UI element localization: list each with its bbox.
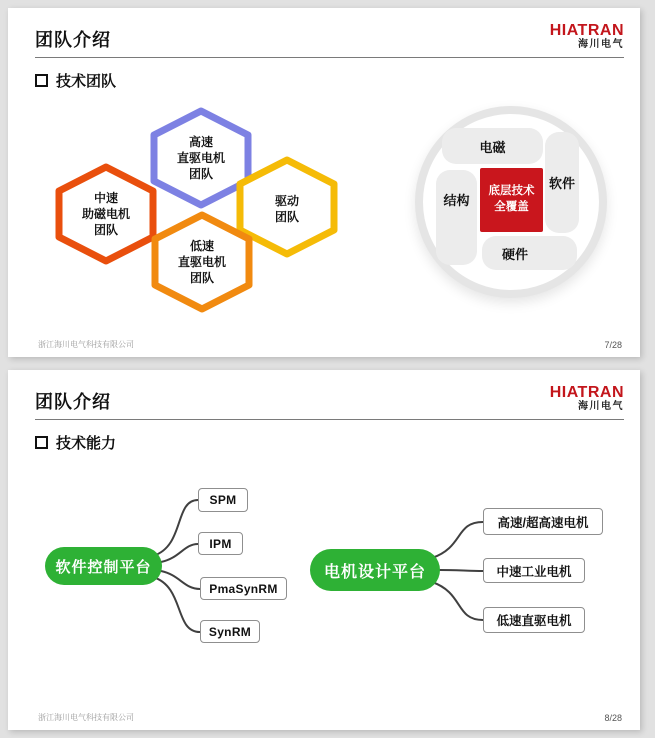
connector-line: [440, 570, 483, 571]
hexagon-bottom-label: [154, 239, 250, 286]
label-line: 驱动: [274, 194, 299, 208]
label-line: 低速: [189, 239, 214, 253]
hiatran-logo: [550, 23, 624, 50]
slide-page-7: [8, 8, 640, 357]
footer-page-number: 8/28: [604, 713, 622, 723]
label-line: 团队: [189, 270, 214, 285]
segment-hardware: 硬件: [482, 236, 577, 270]
connector-line: [153, 577, 200, 632]
footer-company: 浙江海川电气科技有限公司: [38, 340, 134, 349]
hexagon-right-label: [239, 194, 335, 226]
section-label: 技术能力: [56, 435, 117, 452]
hexagon-top-label: [153, 135, 249, 182]
square-bullet-icon: [35, 436, 48, 449]
center-line: 全覆盖: [494, 201, 529, 213]
connector-line: [432, 582, 483, 620]
label-line: 团队: [188, 166, 213, 181]
software-platform-mindmap: [38, 478, 298, 658]
header-divider: [35, 419, 624, 420]
logo-chinese-name: 海川电气: [578, 39, 624, 50]
slide-title: 团队介绍: [35, 392, 111, 412]
node-ipm: IPM: [198, 532, 243, 555]
hexagon-left-label: [58, 191, 154, 238]
connector-line: [432, 522, 483, 558]
section-label: 技术团队: [56, 73, 117, 90]
software-platform-root-node: 软件控制平台: [45, 547, 162, 585]
label-line: 高速: [188, 135, 213, 149]
motor-platform-mindmap: [308, 500, 618, 645]
logo-wordmark: HIATRAN: [549, 384, 624, 401]
segment-software: 软件: [545, 132, 579, 233]
segment-structure: 结构: [436, 170, 477, 265]
section-heading: [35, 432, 116, 453]
slide-page-8: [8, 370, 640, 730]
header-divider: [35, 57, 624, 58]
label-line: 中速: [93, 191, 118, 205]
label-line: 直驱电机: [176, 150, 225, 165]
motor-platform-root-node: 电机设计平台: [310, 549, 440, 591]
footer-page-number: 7/28: [604, 340, 622, 350]
node-pmasynrm: PmaSynRM: [200, 577, 287, 600]
connector-line: [153, 500, 198, 556]
label-line: 助磁电机: [81, 206, 130, 221]
footer-company: 浙江海川电气科技有限公司: [38, 713, 134, 722]
center-line: 底层技术: [488, 185, 535, 198]
hiatran-logo: [550, 385, 624, 412]
node-spm: SPM: [198, 488, 248, 512]
node-synrm: SynRM: [200, 620, 260, 643]
logo-wordmark: HIATRAN: [549, 22, 624, 39]
slide-title: 团队介绍: [35, 30, 111, 50]
label-line: 团队: [93, 222, 118, 237]
center-coverage-box: [480, 168, 543, 232]
label-line: 团队: [274, 209, 299, 224]
segment-electromagnetic: 电磁: [442, 128, 543, 164]
logo-chinese-name: 海川电气: [578, 401, 624, 412]
node-high-speed-motor: 高速/超高速电机: [483, 508, 603, 535]
node-low-speed-motor: 低速直驱电机: [483, 607, 585, 633]
label-line: 直驱电机: [177, 254, 226, 269]
square-bullet-icon: [35, 74, 48, 87]
tech-coverage-circle-diagram: [415, 106, 607, 298]
node-medium-speed-motor: 中速工业电机: [483, 558, 585, 583]
